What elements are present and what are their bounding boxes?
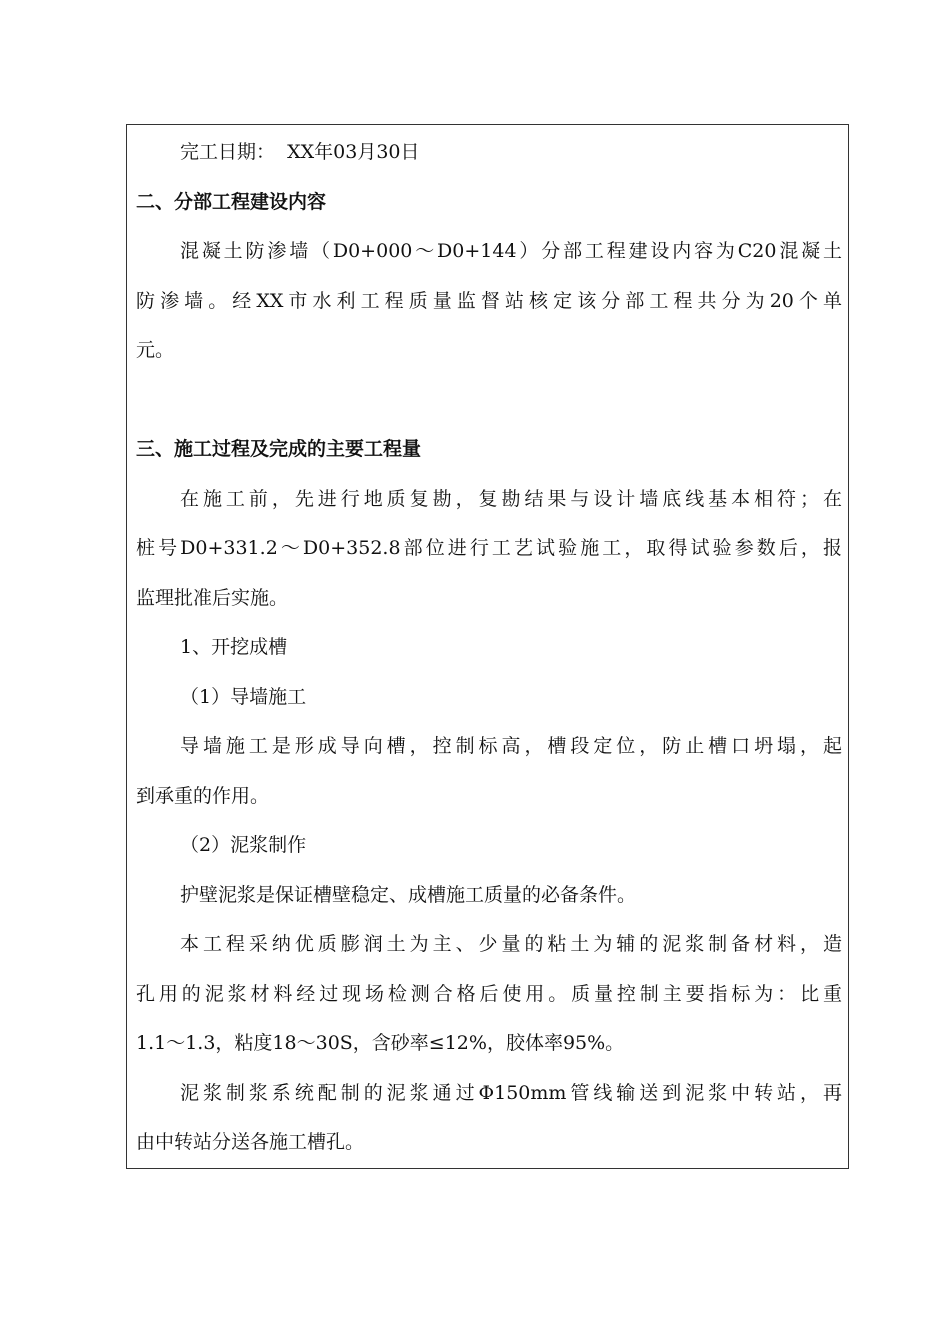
sub-2-para-3-line-1: 泥浆制浆系统配制的泥浆通过Φ150mm管线输送到泥浆中转站，再 xyxy=(180,1081,842,1104)
blank-line xyxy=(136,376,842,426)
sub-2-para-1: 护壁泥浆是保证槽壁稳定、成槽施工质量的必备条件。 xyxy=(180,883,637,906)
completion-date-value: XX年03月30日 xyxy=(287,141,420,163)
completion-date-label: 完工日期： xyxy=(180,141,276,163)
section-3-heading: 三、施工过程及完成的主要工程量 xyxy=(136,438,422,460)
sub-2-title: （2）泥浆制作 xyxy=(180,834,307,856)
section-2-para-line-2: 防渗墙。经XX市水利工程质量监督站核定该分部工程共分为20个单 xyxy=(136,289,842,312)
document-body xyxy=(136,128,842,1168)
section-2-para-line-3: 元。 xyxy=(136,339,175,361)
sub-2-para-2-line-3: 1.1～1.3，粘度18～30S，含砂率≤12%，胶体率95%。 xyxy=(136,1032,625,1054)
sub-2-para-2-line-2: 孔用的泥浆材料经过现场检测合格后使用。质量控制主要指标为：比重 xyxy=(136,982,842,1005)
sub-2-para-3-line-2: 由中转站分送各施工槽孔。 xyxy=(136,1131,365,1153)
section-3-intro-line-1: 在施工前，先进行地质复勘，复勘结果与设计墙底线基本相符；在 xyxy=(180,487,842,510)
sub-1-title: （1）导墙施工 xyxy=(180,685,307,708)
section-2-para-line-1: 混凝土防渗墙（D0+000～D0+144）分部工程建设内容为C20混凝土 xyxy=(180,240,842,262)
sub-2-para-2-line-1: 本工程采纳优质膨润土为主、少量的粘土为辅的泥浆制备材料，造 xyxy=(180,933,842,955)
section-2-heading: 二、分部工程建设内容 xyxy=(136,190,327,213)
section-3-intro-line-3: 监理批准后实施。 xyxy=(136,586,289,609)
section-3-intro-line-2: 桩号D0+331.2～D0+352.8部位进行工艺试验施工，取得试验参数后，报 xyxy=(136,537,842,559)
item-1-title: 1、开挖成槽 xyxy=(180,636,288,658)
sub-1-line-1: 导墙施工是形成导向槽，控制标高，槽段定位，防止槽口坍塌，起 xyxy=(180,735,842,757)
completion-date-line xyxy=(136,128,842,178)
sub-1-line-2: 到承重的作用。 xyxy=(136,784,270,807)
